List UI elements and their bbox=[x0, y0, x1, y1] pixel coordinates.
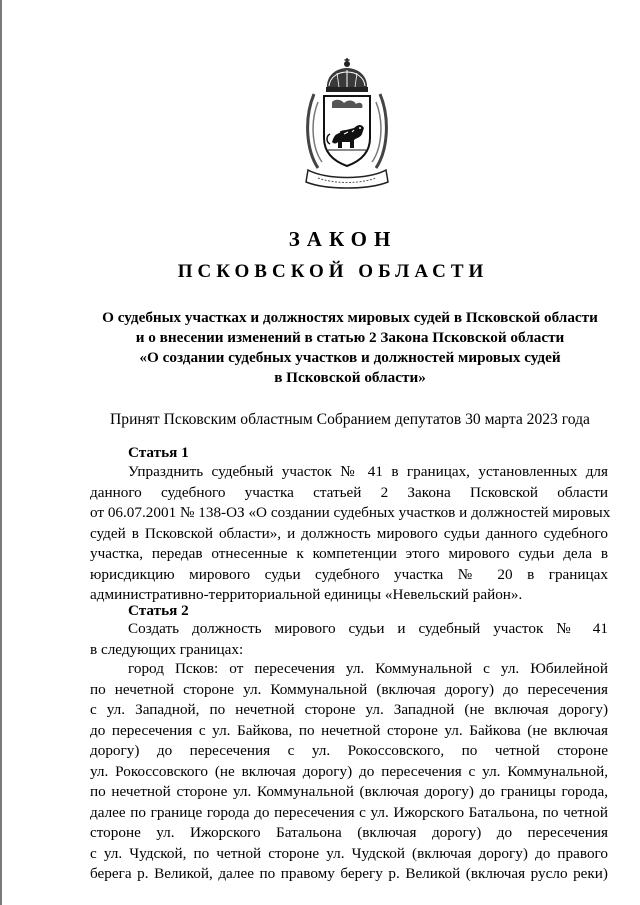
text-line: стороне ул. Ижорского Батальона (включая дорогу) до пересечения bbox=[90, 824, 608, 841]
text-line: в следующих границах: bbox=[90, 640, 244, 658]
text-line: с ул. Западной, по нечетной стороне ул. Западной (не включая дорогу) bbox=[90, 701, 608, 718]
crown-icon bbox=[326, 58, 368, 92]
article-1-heading: Статья 1 bbox=[128, 444, 189, 461]
text-line: с ул. Чудской, по четной стороне ул. Чудской (включая дорогу) до правого bbox=[90, 844, 608, 862]
coat-of-arms-icon bbox=[296, 58, 398, 192]
article-2-heading: Статья 2 bbox=[128, 602, 189, 619]
text-line: по нечетной стороне ул. Коммунальной (включая дорогу) до границы города, bbox=[90, 783, 608, 800]
article-2-intro bbox=[90, 619, 608, 660]
region-heading: ПСКОВСКОЙ ОБЛАСТИ bbox=[177, 261, 489, 282]
text-line: юрисдикцию мирового судьи судебного участка № 20 в границах bbox=[90, 565, 608, 583]
scan-edge bbox=[0, 0, 2, 905]
law-title-line: в Псковской области» bbox=[274, 369, 426, 386]
text-line: по нечетной стороне ул. Коммунальной (включая дорогу) до пересечения bbox=[90, 680, 608, 698]
adoption-statement: Принят Псковским областным Собранием депутатов 30 марта 2023 года bbox=[110, 411, 590, 428]
article-2-boundaries bbox=[90, 659, 608, 885]
law-title-line: О судебных участках и должностях мировых судей в Псковской области bbox=[102, 309, 598, 326]
shield-icon bbox=[324, 96, 370, 166]
article-1-text bbox=[90, 462, 611, 606]
text-line: административно-территориальной единицы «Невельский район». bbox=[90, 586, 523, 603]
ribbon-banner-icon bbox=[306, 170, 388, 188]
law-title-line: «О создании судебных участков и должностей мировых судей bbox=[139, 349, 561, 366]
text-line: город Псков: от пересечения ул. Коммунальной с ул. Юбилейной bbox=[128, 660, 608, 677]
text-line: судей в Псковской области», и должность мирового судьи данного судебного bbox=[90, 524, 608, 542]
text-line: от 06.07.2001 № 138-ОЗ «О создании судебных участков и должностей мировых bbox=[90, 504, 611, 521]
text-line: далее по границе города до пересечения с ул. Ижорского Батальона, по четной bbox=[90, 803, 608, 821]
text-line: дорогу) до пересечения с ул. Рокоссовского, по четной стороне bbox=[90, 742, 608, 759]
text-line: данного судебного участка статьей 2 Закона Псковской области bbox=[90, 483, 608, 501]
text-line: Создать должность мирового судьи и судебный участок № 41 bbox=[128, 620, 608, 637]
law-heading: ЗАКОН bbox=[288, 227, 398, 251]
text-line: берега р. Великой, далее по правому берегу р. Великой (включая русло реки) bbox=[90, 865, 608, 882]
text-line: участка, передав отнесенные к компетенции этого мирового судьи дела в bbox=[90, 545, 608, 562]
law-title-line: и о внесении изменений в статью 2 Закона Псковской области bbox=[135, 329, 565, 346]
law-title bbox=[90, 308, 610, 388]
text-line: Упразднить судебный участок № 41 в границах, установленных для bbox=[128, 463, 608, 480]
text-line: до пересечения с ул. Байкова, по нечетной стороне ул. Байкова (не включая bbox=[90, 721, 608, 739]
text-line: ул. Рокоссовского (не включая дорогу) до пересечения с ул. Коммунальной, bbox=[90, 762, 608, 780]
